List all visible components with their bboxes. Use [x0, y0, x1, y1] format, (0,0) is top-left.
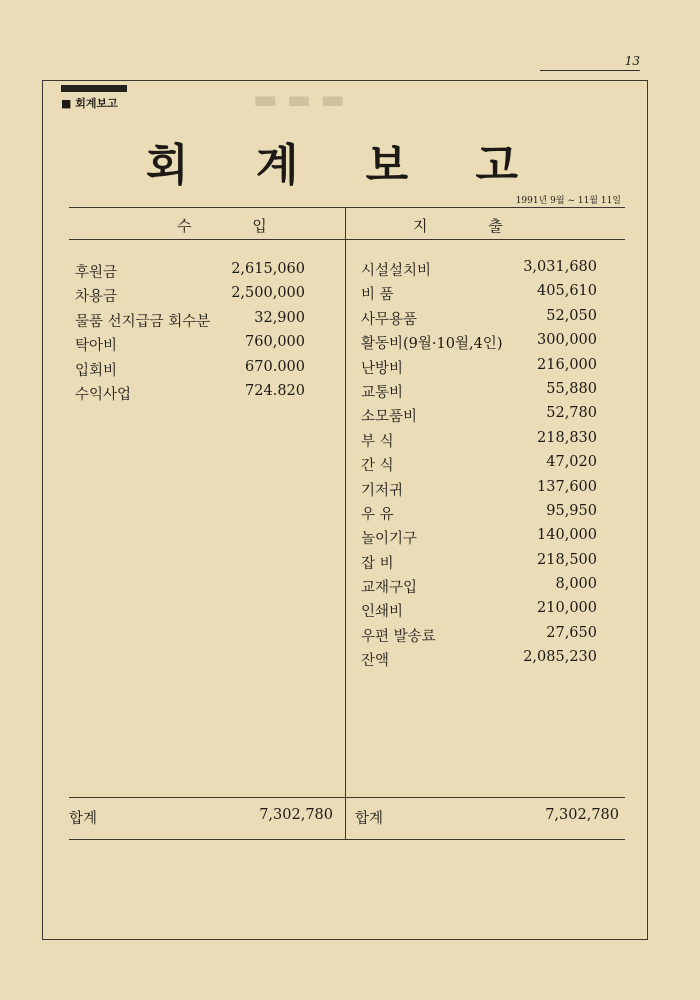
expense-item-amount: 52,780 — [546, 405, 597, 422]
expense-row — [361, 600, 597, 624]
expense-total-label: 합계 — [355, 811, 384, 827]
income-item-label: 입회비 — [75, 362, 118, 379]
income-total-label: 합계 — [69, 811, 98, 827]
expense-item-amount: 2,085,230 — [523, 649, 597, 666]
income-item-label: 탁아비 — [75, 338, 118, 355]
expense-row — [361, 454, 597, 478]
expense-row — [361, 649, 597, 673]
expense-item-label: 기저귀 — [361, 482, 404, 499]
expense-item-amount: 47,020 — [546, 454, 597, 471]
income-item-label: 수익사업 — [75, 386, 132, 403]
expense-item-label: 비 품 — [361, 287, 394, 304]
total-rule — [69, 797, 625, 798]
expense-item-label: 난방비 — [361, 360, 404, 377]
expense-item-amount: 405,610 — [537, 283, 597, 300]
expense-row — [361, 479, 597, 503]
table-header-rule — [69, 239, 625, 240]
expense-item-amount: 27,650 — [546, 624, 597, 641]
expense-item-label: 인쇄비 — [361, 604, 404, 621]
expense-row — [361, 308, 597, 332]
expense-item-amount: 218,500 — [537, 551, 597, 568]
expense-item-amount: 55,880 — [546, 380, 597, 397]
expense-item-amount: 52,050 — [546, 307, 597, 324]
expense-item-label: 교재구입 — [361, 580, 418, 597]
income-item-amount: 2,500,000 — [231, 285, 305, 302]
income-column-header: 수 입 — [177, 217, 295, 235]
income-row — [75, 285, 305, 309]
expense-item-amount: 3,031,680 — [523, 259, 597, 275]
expense-row — [361, 332, 597, 356]
expense-item-label: 소모품비 — [361, 409, 418, 426]
expense-row — [361, 405, 597, 429]
expense-item-label: 잡 비 — [361, 555, 394, 572]
expense-item-label: 시설설치비 — [361, 263, 432, 279]
expense-item-amount: 137,600 — [537, 478, 597, 495]
income-item-amount: 32,900 — [254, 309, 305, 326]
income-item-label: 후원금 — [75, 265, 118, 281]
income-item-label: 물품 선지급금 회수분 — [75, 313, 211, 330]
expense-row — [361, 259, 597, 283]
expense-column-header: 지 출 — [413, 217, 531, 235]
table-top-rule — [69, 207, 625, 208]
expense-item-amount: 140,000 — [537, 527, 597, 544]
section-label-text: 회계보고 — [75, 97, 118, 110]
expense-item-label: 사무용품 — [361, 311, 418, 328]
expense-row — [361, 503, 597, 527]
income-item-label: 차용금 — [75, 289, 118, 306]
expense-item-label: 우 유 — [361, 506, 394, 523]
expense-row — [361, 430, 597, 454]
expense-row — [361, 625, 597, 649]
expense-item-label: 놀이기구 — [361, 531, 418, 548]
expense-item-label: 간 식 — [361, 458, 394, 475]
expense-item-amount: 300,000 — [537, 332, 597, 349]
income-item-amount: 760,000 — [245, 334, 305, 351]
column-divider — [345, 207, 346, 839]
date-range: 1991년 9월 ~ 11월 11일 — [515, 196, 621, 206]
expense-item-label: 우편 발송료 — [361, 628, 436, 645]
section-marker-bar — [61, 85, 127, 92]
page-number: 13 — [540, 54, 640, 71]
section-label: ■ 회계보고 — [61, 97, 118, 110]
table-bottom-rule — [69, 839, 625, 840]
income-total-amount: 7,302,780 — [259, 807, 333, 823]
income-list — [75, 261, 305, 407]
expense-item-label: 교통비 — [361, 384, 404, 401]
expense-row — [361, 576, 597, 600]
income-row — [75, 261, 305, 285]
expense-row — [361, 527, 597, 551]
page-title: 회 계 보 고 — [146, 140, 544, 191]
income-item-amount: 670.000 — [245, 358, 305, 375]
expense-row — [361, 381, 597, 405]
expense-item-amount: 8,000 — [555, 576, 597, 593]
expense-item-label: 잔액 — [361, 653, 390, 670]
expense-row — [361, 357, 597, 381]
report-frame — [42, 80, 648, 940]
income-row — [75, 310, 305, 334]
expense-item-label: 부 식 — [361, 433, 394, 450]
expense-row — [361, 283, 597, 307]
expense-total-amount: 7,302,780 — [545, 807, 619, 823]
bleed-through-decoration: ▬ ▬ ▬ — [253, 85, 345, 115]
expense-item-amount: 210,000 — [537, 600, 597, 617]
expense-item-amount: 218,830 — [537, 429, 597, 446]
income-row — [75, 359, 305, 383]
expense-row — [361, 552, 597, 576]
expense-item-amount: 95,950 — [546, 502, 597, 519]
expense-item-label: 활동비(9월·10월,4인) — [361, 336, 503, 353]
income-item-amount: 2,615,060 — [231, 261, 305, 277]
income-row — [75, 334, 305, 358]
expense-item-amount: 216,000 — [537, 356, 597, 373]
income-row — [75, 383, 305, 407]
expense-list — [361, 259, 597, 674]
income-item-amount: 724.820 — [245, 382, 305, 399]
